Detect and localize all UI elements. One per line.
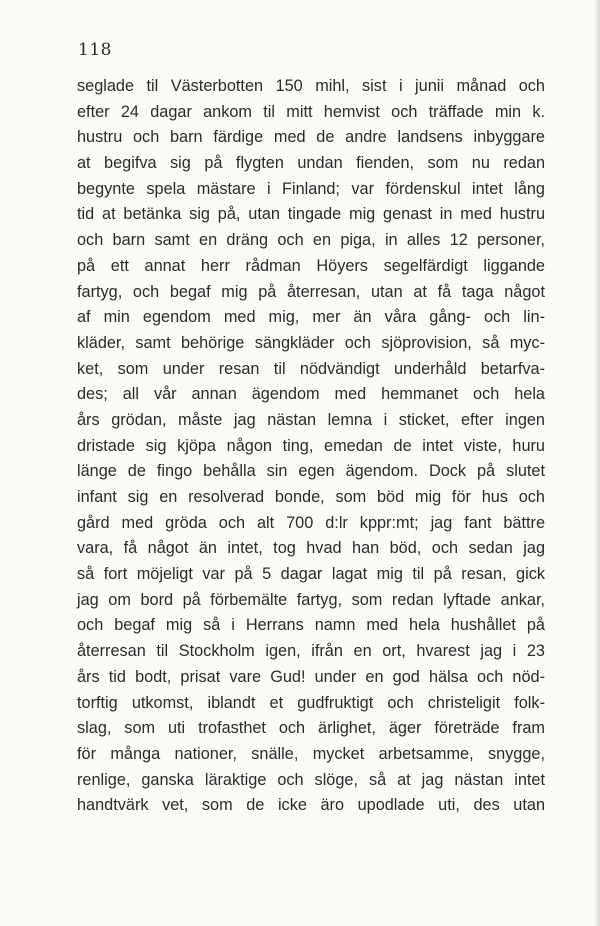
text-line: års tid bodt, prisat vare Gud! under en god hälsa och nöd-: [77, 667, 545, 686]
text-line: och barn samt en dräng och en piga, in alles 12 personer,: [77, 231, 545, 250]
page-edge-shadow: [594, 0, 600, 926]
text-line: återresan til Stockholm igen, ifrån en ort, hvarest jag i 23: [77, 642, 545, 661]
text-line: af min egendom med mig, mer än våra gång- och lin-: [77, 308, 545, 327]
text-line: torftig utkomst, iblandt et gudfruktigt och christeligit folk-: [77, 693, 545, 712]
text-line: fartyg, och begaf mig på återresan, utan at få taga något: [77, 282, 545, 301]
text-line: at begifva sig på flygten undan fienden, som nu redan: [77, 154, 545, 173]
text-line: slag, som uti trofasthet och ärlighet, äger företräde fram: [77, 719, 545, 738]
text-line: infant sig en resolverad bonde, som böd mig för hus och: [77, 488, 545, 506]
text-line: renlige, ganska läraktige och slöge, så at jag nästan intet: [77, 770, 545, 789]
text-line: begynte spela mästare i Finland; var fördenskul intet lång: [77, 179, 545, 198]
text-line: hustru och barn färdige med de andre landsens inbyggare: [77, 128, 545, 147]
text-line: dristade sig kjöpa någon ting, emedan de intet viste, huru: [77, 436, 545, 455]
text-line: jag om bord på förbemälte fartyg, som redan lyftade ankar,: [77, 590, 545, 609]
text-line: seglade til Västerbotten 150 mihl, sist i junii månad och: [77, 77, 545, 95]
text-line: handtvärk vet, som de icke äro upodlade uti, des utan: [77, 796, 545, 815]
text-line: gård med gröda och alt 700 d:lr kppr:mt; jag fant bättre: [77, 513, 545, 532]
text-line: för många nationer, snälle, mycket arbetsamme, snygge,: [77, 744, 545, 763]
text-line: på ett annat herr rådman Höyers segelfärdigt liggande: [77, 256, 545, 275]
page-number: 118: [78, 40, 112, 60]
text-line: ket, som under resan til nödvändigt underhåld betarfva-: [77, 359, 545, 378]
text-line: kläder, samt behörige sängkläder och sjöprovision, så myc-: [77, 333, 545, 352]
body-text: [77, 74, 545, 819]
text-line: des; all vår annan ägendom med hemmanet och hela: [77, 385, 545, 404]
text-line: tid at betänka sig på, utan tingade mig genast in med hustru: [77, 205, 545, 224]
text-line: års grödan, måste jag nästan lemna i sticket, efter ingen: [77, 410, 545, 429]
text-line: vara, få något än intet, tog hvad han böd, och sedan jag: [77, 539, 545, 558]
text-line: och begaf mig så i Herrans namn med hela hushållet på: [77, 616, 545, 635]
text-line: länge de fingo behålla sin egen ägendom. Dock på slutet: [77, 462, 545, 481]
text-line: så fort möjeligt var på 5 dagar lagat mig til på resan, gick: [77, 565, 545, 584]
text-line: efter 24 dagar ankom til mitt hemvist och träffade min k.: [77, 102, 545, 121]
